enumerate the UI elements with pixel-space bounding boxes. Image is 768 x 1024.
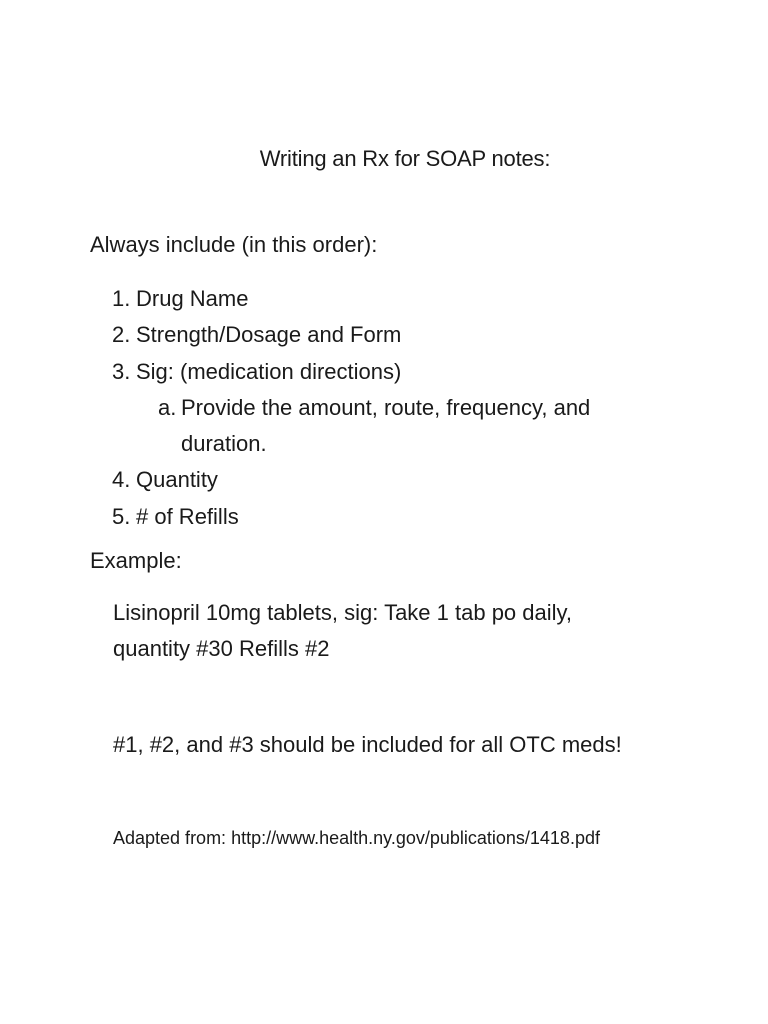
list-item-number: 5.	[112, 503, 131, 529]
list-item	[112, 462, 652, 498]
otc-note: #1, #2, and #3 should be included for all OTC meds!	[113, 732, 622, 757]
list-item-number: 2.	[112, 322, 131, 348]
rx-steps-list	[112, 281, 652, 535]
list-item	[112, 354, 652, 390]
list-item-text: Quantity	[136, 467, 218, 493]
intro-text: Always include (in this order):	[90, 232, 378, 257]
list-item	[112, 317, 652, 353]
example-heading: Example:	[90, 548, 182, 573]
list-item-number: 4.	[112, 467, 131, 493]
sub-list-item	[112, 390, 652, 462]
list-item	[112, 281, 652, 317]
list-item-text: Drug Name	[136, 286, 249, 311]
example-prescription: Lisinopril 10mg tablets, sig: Take 1 tab po daily, quantity #30 Refills #2	[113, 600, 573, 661]
sub-list-item-letter: a.	[158, 395, 177, 421]
list-item-text: Strength/Dosage and Form	[136, 322, 402, 348]
list-item-number: 3.	[112, 358, 131, 384]
document-title: Writing an Rx for SOAP notes:	[259, 146, 551, 171]
list-item-number: 1.	[112, 286, 131, 311]
source-citation: Adapted from: http://www.health.ny.gov/publications/1418.pdf	[113, 828, 600, 848]
list-item-text: # of Refills	[136, 503, 239, 529]
list-item-text: Sig: (medication directions)	[136, 358, 402, 384]
list-item	[112, 499, 652, 535]
sub-list-item-text: Provide the amount, route, frequency, and duration.	[181, 395, 591, 457]
